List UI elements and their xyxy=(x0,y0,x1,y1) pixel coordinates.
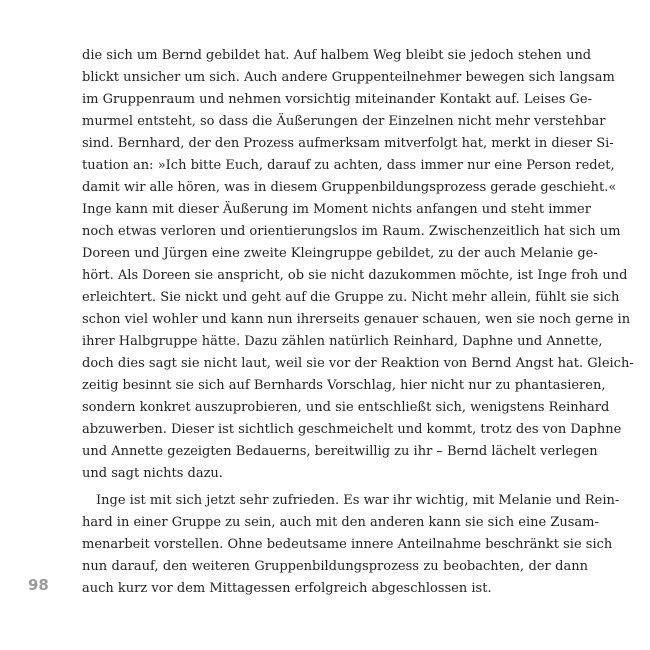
text-line: Doreen und Jürgen eine zweite Kleingruppe gebildet, zu der auch Melanie ge- xyxy=(82,246,598,261)
text-line: erleichtert. Sie nickt und geht auf die Gruppe zu. Nicht mehr allein, fühlt sie sich xyxy=(82,290,620,305)
paragraph-2 xyxy=(82,490,620,600)
text-line: auch kurz vor dem Mittagessen erfolgreich abgeschlossen ist. xyxy=(82,581,492,596)
text-line: schon viel wohler und kann nun ihrerseits genauer schauen, wen sie noch gerne in xyxy=(82,312,631,327)
text-line: die sich um Bernd gebildet hat. Auf halbem Weg bleibt sie jedoch stehen und xyxy=(82,48,592,63)
text-line: doch dies sagt sie nicht laut, weil sie vor der Reaktion von Bernd Angst hat. Gleich- xyxy=(82,356,634,371)
text-line: abzuwerben. Dieser ist sichtlich geschmeichelt und kommt, trotz des von Daphne xyxy=(82,422,622,437)
page-number: 98 xyxy=(28,576,49,594)
text-line: ihrer Halbgruppe hätte. Dazu zählen natürlich Reinhard, Daphne und Annette, xyxy=(82,334,603,349)
text-line: menarbeit vorstellen. Ohne bedeutsame innere Anteilnahme beschränkt sie sich xyxy=(82,537,613,552)
body-text xyxy=(82,45,634,600)
text-line: blickt unsicher um sich. Auch andere Gruppenteilnehmer bewegen sich langsam xyxy=(82,70,615,85)
text-line: zeitig besinnt sie sich auf Bernhards Vorschlag, hier nicht nur zu phantasieren, xyxy=(82,378,606,393)
text-line: Inge kann mit dieser Äußerung im Moment nichts anfangen und steht immer xyxy=(82,202,591,217)
text-line: im Gruppenraum und nehmen vorsichtig miteinander Kontakt auf. Leises Ge- xyxy=(82,92,593,107)
text-line: damit wir alle hören, was in diesem Gruppenbildungsprozess gerade geschieht.« xyxy=(82,180,617,195)
text-line: hört. Als Doreen sie anspricht, ob sie nicht dazukommen möchte, ist Inge froh und xyxy=(82,268,628,283)
text-line: murmel entsteht, so dass die Äußerungen der Einzelnen nicht mehr verstehbar xyxy=(82,114,606,129)
text-line: nun darauf, den weiteren Gruppenbildungsprozess zu beobachten, der dann xyxy=(82,559,588,574)
text-line: tuation an: »Ich bitte Euch, darauf zu achten, dass immer nur eine Person redet, xyxy=(82,158,615,173)
paragraph-1 xyxy=(82,45,634,485)
text-line: sind. Bernhard, der den Prozess aufmerksam mitverfolgt hat, merkt in dieser Si- xyxy=(82,136,614,151)
text-line: sondern konkret auszuprobieren, und sie entschließt sich, wenigstens Reinhard xyxy=(82,400,610,415)
text-line: Inge ist mit sich jetzt sehr zufrieden. Es war ihr wichtig, mit Melanie und Rein- xyxy=(96,493,620,508)
text-line: und Annette gezeigten Bedauerns, bereitwillig zu ihr – Bernd lächelt verlegen xyxy=(82,444,598,459)
text-line: und sagt nichts dazu. xyxy=(82,466,223,481)
text-line: noch etwas verloren und orientierungslos im Raum. Zwischenzeitlich hat sich um xyxy=(82,224,621,239)
text-line: hard in einer Gruppe zu sein, auch mit den anderen kann sie sich eine Zusam- xyxy=(82,515,599,530)
